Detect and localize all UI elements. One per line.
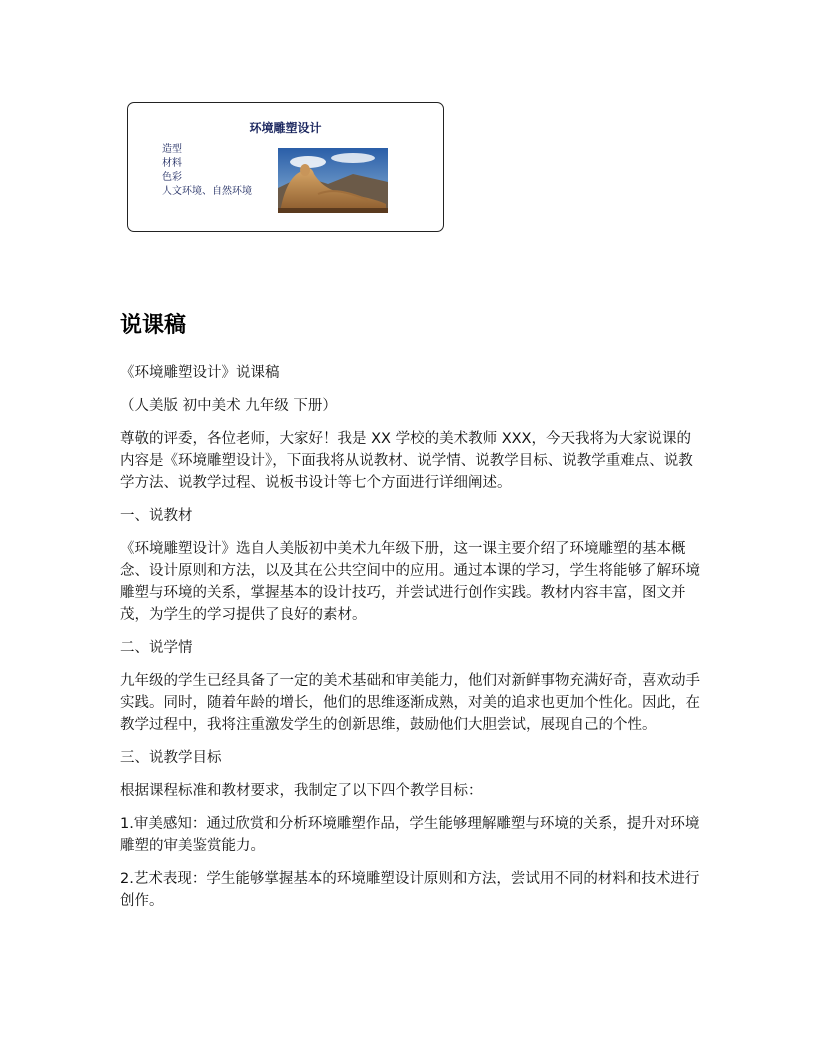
section-heading: 二、说学情	[120, 640, 193, 656]
section-heading: 三、说教学目标	[120, 750, 222, 766]
paragraph: 根据课程标准和教材要求，我制定了以下四个教学目标：	[120, 783, 483, 799]
page-heading: 说课稿	[120, 313, 187, 338]
slide-thumbnail	[127, 102, 444, 232]
paragraph: 九年级的学生已经具备了一定的美术基础和审美能力，他们对新鲜事物充满好奇，喜欢动手实践。同时，随着年龄的增长，他们的思维逐渐成熟，对美的追求也更加个性化。因此，在教学过程中，我将注重激发学生的创新思维，鼓励他们大胆尝试，展现自己的个性。	[120, 673, 700, 733]
paragraph: 尊敬的评委，各位老师，大家好！我是 XX 学校的美术教师 XXX，今天我将为大家说课的内容是《环境雕塑设计》，下面我将从说教材、说学情、说教学目标、说教学重难点、说教学方法、说教学过程、说板书设计等七个方面进行详细阐述。	[120, 431, 693, 491]
sculpture-photo	[278, 148, 388, 213]
doc-subtitle-line: （人美版 初中美术 九年级 下册）	[120, 398, 337, 414]
slide-title: 环境雕塑设计	[249, 121, 322, 135]
section-heading: 一、说教材	[120, 508, 193, 524]
slide-bullet-item: 人文环境、自然环境	[162, 186, 252, 197]
slide-bullet-item: 材料	[162, 158, 182, 169]
slide-bullet-item: 造型	[162, 144, 182, 155]
list-item: 1.审美感知：通过欣赏和分析环境雕塑作品，学生能够理解雕塑与环境的关系，提升对环境雕塑的审美鉴赏能力。	[120, 816, 700, 854]
doc-title-line: 《环境雕塑设计》说课稿	[120, 365, 280, 381]
slide-bullet-item: 色彩	[162, 172, 182, 183]
slide-bullet-list	[162, 143, 252, 199]
list-item: 2.艺术表现：学生能够掌握基本的环境雕塑设计原则和方法，尝试用不同的材料和技术进行创作。	[120, 871, 700, 909]
paragraph: 《环境雕塑设计》选自人美版初中美术九年级下册，这一课主要介绍了环境雕塑的基本概念、设计原则和方法，以及其在公共空间中的应用。通过本课的学习，学生将能够了解环境雕塑与环境的关系，掌握基本的设计技巧，并尝试进行创作实践。教材内容丰富，图文并茂，为学生的学习提供了良好的素材。	[120, 541, 700, 623]
document-body	[120, 362, 700, 923]
